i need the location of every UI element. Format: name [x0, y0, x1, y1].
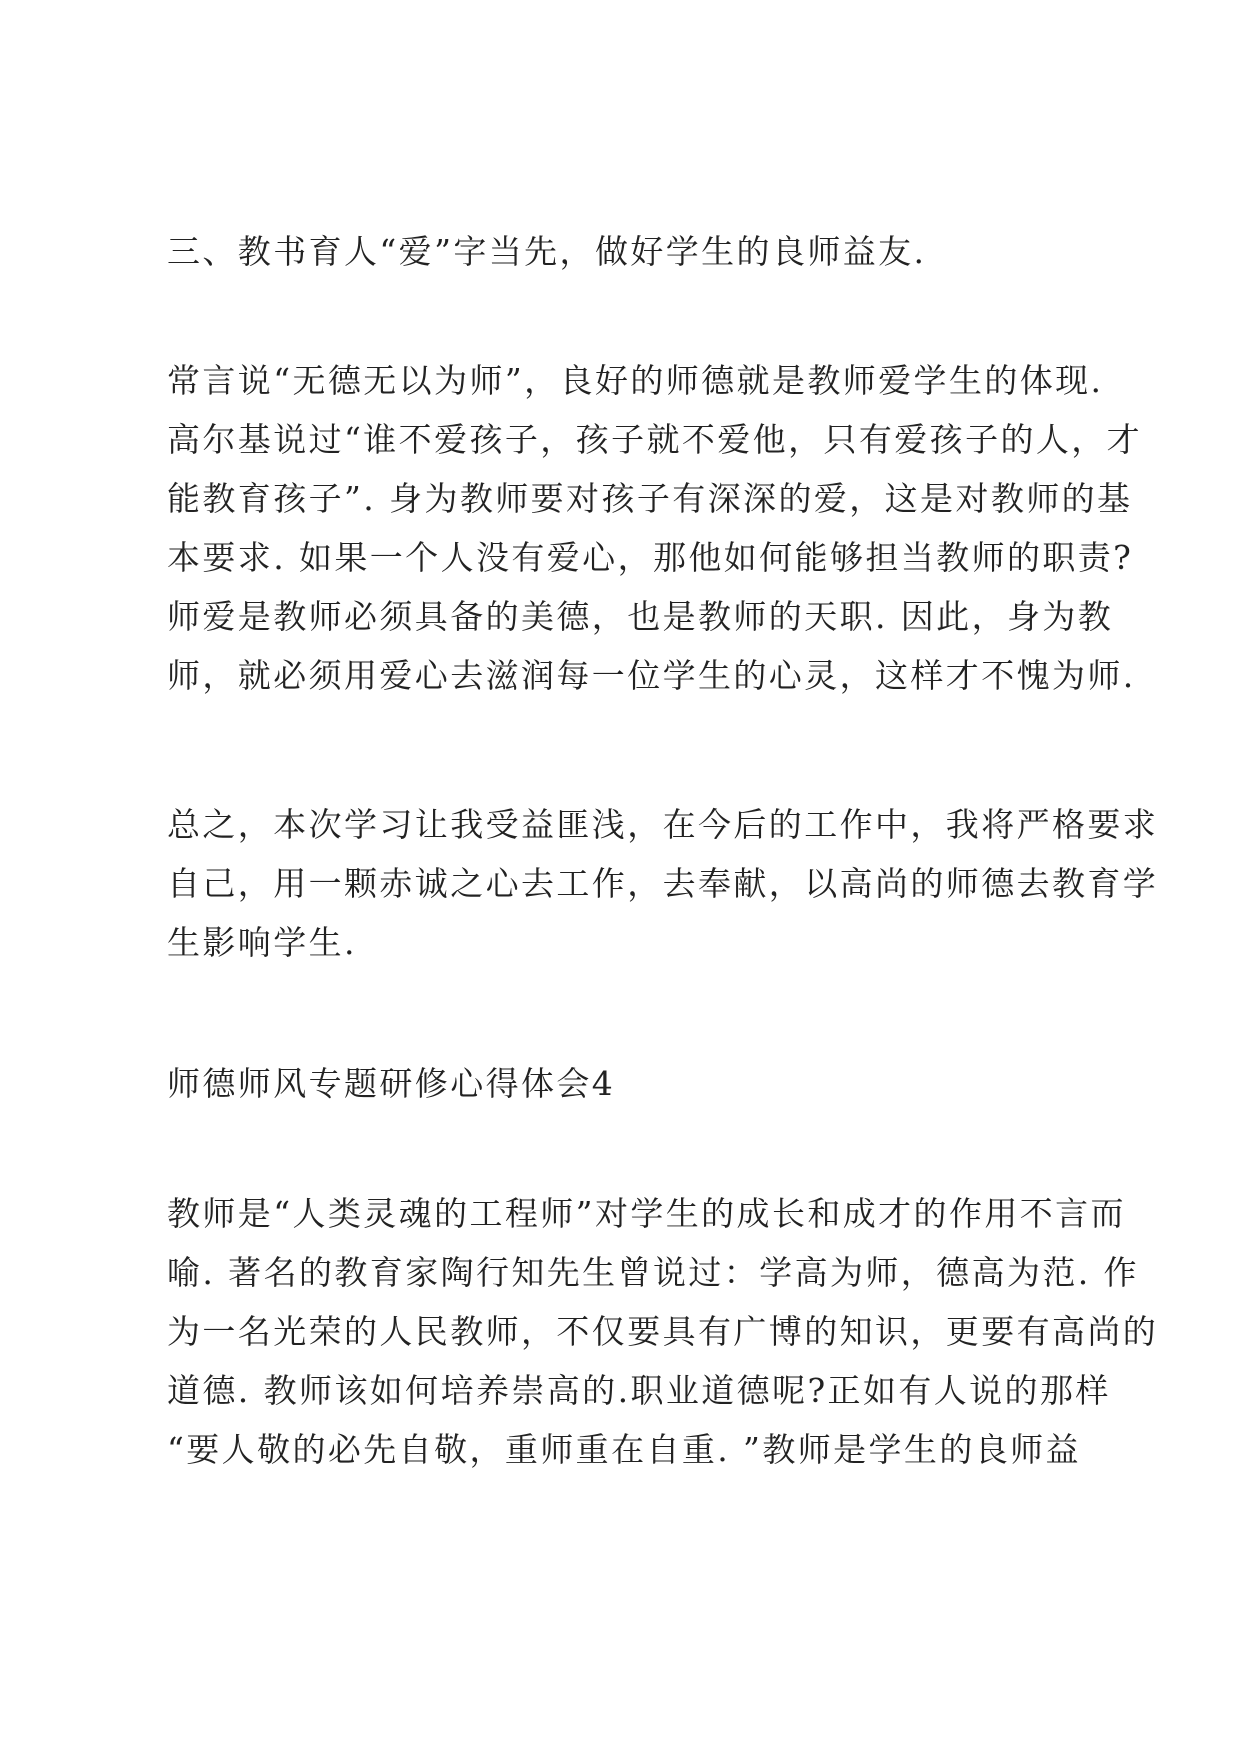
text-line: 师，就必须用爱心去滋润每一位学生的心灵，这样才不愧为师.	[167, 656, 1136, 695]
text-line: 本要求. 如果一个人没有爱心，那他如何能够担当教师的职责?	[167, 538, 1134, 577]
section-heading	[167, 222, 1097, 281]
text-line: 常言说“无德无以为师”，良好的师德就是教师爱学生的体现.	[167, 361, 1104, 400]
paragraph-conclusion	[167, 795, 1159, 972]
paragraph-teacher-engineer	[167, 1184, 1159, 1479]
text-line: “要人敬的必先自敬，重师重在自重. ”教师是学生的良师益	[167, 1430, 1081, 1469]
text-line: 能教育孩子”. 身为教师要对孩子有深深的爱，这是对教师的基	[167, 479, 1133, 518]
text-line: 高尔基说过“谁不爱孩子，孩子就不爱他，只有爱孩子的人，才	[167, 420, 1143, 459]
text-line: 师爱是教师必须具备的美德，也是教师的天职. 因此，身为教	[167, 597, 1114, 636]
text-line: 道德. 教师该如何培养崇高的.职业道德呢?正如有人说的那样	[167, 1371, 1111, 1410]
text-line: 喻. 著名的教育家陶行知先生曾说过：学高为师，德高为范. 作	[167, 1253, 1139, 1292]
text-line: 师德师风专题研修心得体会4	[167, 1064, 616, 1103]
text-line: 总之，本次学习让我受益匪浅，在今后的工作中，我将严格要求	[167, 805, 1159, 844]
paragraph-teacher-love	[167, 351, 1143, 705]
text-line: 自己，用一颗赤诚之心去工作，去奉献，以高尚的师德去教育学	[167, 864, 1159, 903]
text-line: 三、教书育人“爱”字当先，做好学生的良师益友.	[167, 232, 927, 271]
text-line: 生影响学生.	[167, 923, 357, 962]
text-line: 教师是“人类灵魂的工程师”对学生的成长和成才的作用不言而	[167, 1194, 1126, 1233]
text-line: 为一名光荣的人民教师，不仅要具有广博的知识，更要有高尚的	[167, 1312, 1159, 1351]
article-title	[167, 1054, 1097, 1113]
